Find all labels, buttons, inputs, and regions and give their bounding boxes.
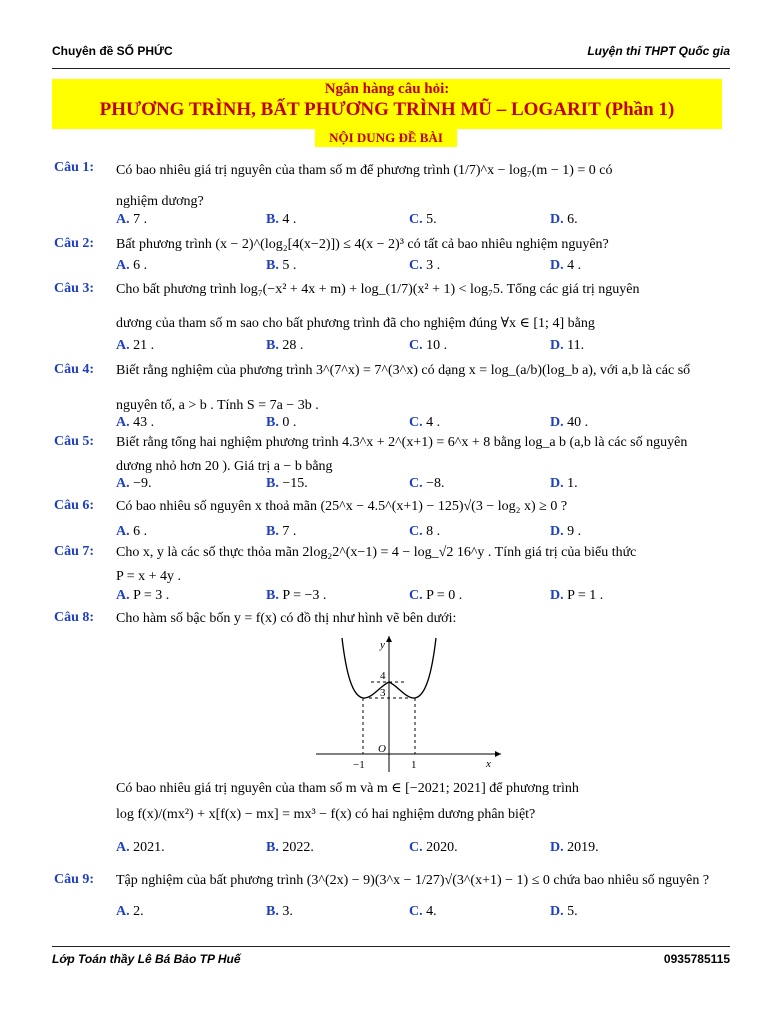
option-d[interactable]: D. 11. — [550, 338, 585, 353]
option-c[interactable]: C. 4 . — [409, 415, 441, 430]
option-d[interactable]: D. P = 1 . — [550, 588, 604, 603]
header-course: Luyện thi THPT Quốc gia — [587, 44, 730, 58]
option-c[interactable]: C. 5. — [409, 212, 437, 227]
answer-options — [116, 588, 724, 606]
footer-teacher: Lớp Toán thầy Lê Bá Bảo TP Huế — [52, 952, 241, 966]
question-text — [116, 434, 724, 476]
option-b[interactable]: B. 7 . — [266, 524, 297, 539]
option-a[interactable]: A. −9. — [116, 476, 152, 491]
header-topic: Chuyên đề SỐ PHỨC — [52, 44, 173, 58]
question-line: log f(x)/(mx²) + x[f(x) − mx] = mx³ − f(x) có hai nghiệm dương phân biệt? — [116, 807, 536, 822]
question-line: Có bao nhiêu số nguyên x thoả mãn (25^x − 4.5^(x+1) − 125)√(3 − log₂ x) ≥ 0 ? — [116, 499, 568, 514]
option-a[interactable]: A. 7 . — [116, 212, 148, 227]
option-b[interactable]: B. −15. — [266, 476, 308, 491]
answer-options — [116, 258, 724, 276]
option-d[interactable]: D. 1. — [550, 476, 578, 491]
tick-label-4: 4 — [380, 670, 386, 682]
tick-label-1: 1 — [411, 759, 417, 771]
question-label: Câu 5: — [54, 434, 95, 449]
origin-label: O — [378, 743, 386, 755]
option-b[interactable]: B. 3. — [266, 904, 293, 919]
option-c[interactable]: C. −8. — [409, 476, 445, 491]
question-line: Tập nghiệm của bất phương trình (3^(2x) − 9)(3^x − 1/27)√(3^(x+1) − 1) ≤ 0 chứa bao nhiêu số nguyên ? — [116, 873, 710, 888]
question-label: Câu 8: — [54, 610, 95, 625]
option-c[interactable]: C. 3 . — [409, 258, 441, 273]
banner-title: PHƯƠNG TRÌNH, BẤT PHƯƠNG TRÌNH MŨ – LOGARIT (Phần 1) — [99, 99, 675, 120]
option-a[interactable]: A. 2. — [116, 904, 144, 919]
question-line: nghiệm dương? — [116, 194, 204, 209]
footer-phone: 0935785115 — [663, 952, 730, 966]
answer-options — [116, 840, 724, 858]
option-a[interactable]: A. 21 . — [116, 338, 155, 353]
header-divider — [52, 68, 730, 69]
banner-subtitle: Ngân hàng câu hỏi: — [324, 81, 450, 97]
question-label: Câu 7: — [54, 544, 95, 559]
page-header — [52, 44, 730, 64]
y-axis-arrow — [386, 636, 392, 642]
question-line: Biết rằng nghiệm của phương trình 3^(7^x) = 7^(3^x) có dạng x = log_(a/b)(log_b a), với a,b là các số — [116, 363, 691, 378]
question-text-continued — [116, 780, 724, 824]
answer-options — [116, 338, 724, 356]
question-label: Câu 2: — [54, 236, 95, 251]
option-c[interactable]: C. 8 . — [409, 524, 441, 539]
question-line: Bất phương trình (x − 2)^(log₂[4(x−2)]) ≤ 4(x − 2)³ có tất cả bao nhiêu nghiệm nguyên? — [116, 237, 609, 252]
question-line: Có bao nhiêu giá trị nguyên của tham số m để phương trình (1/7)^x − log₇(m − 1) = 0 có — [116, 163, 613, 178]
question-text — [116, 610, 724, 628]
page-footer — [52, 952, 730, 972]
option-d[interactable]: D. 40 . — [550, 415, 589, 430]
question-line: Cho bất phương trình log₇(−x² + 4x + m) + log_(1/7)(x² + 1) < log₇5. Tổng các giá trị nguyên — [116, 282, 640, 297]
option-d[interactable]: D. 4 . — [550, 258, 582, 273]
question-label: Câu 1: — [54, 160, 95, 175]
question-line: dương nhỏ hơn 20 ). Giá trị a − b bằng — [116, 459, 333, 474]
question-text — [116, 544, 724, 586]
question-text — [116, 872, 724, 890]
title-banner — [52, 79, 722, 129]
option-b[interactable]: B. 0 . — [266, 415, 297, 430]
option-c[interactable]: C. 2020. — [409, 840, 458, 855]
option-d[interactable]: D. 5. — [550, 904, 578, 919]
option-b[interactable]: B. 5 . — [266, 258, 297, 273]
quartic-graph — [316, 632, 506, 772]
question-line: Có bao nhiêu giá trị nguyên của tham số m và m ∈ [−2021; 2021] để phương trình — [116, 781, 579, 796]
question-label: Câu 6: — [54, 498, 95, 513]
option-a[interactable]: A. 6 . — [116, 524, 148, 539]
tick-label-3: 3 — [380, 687, 386, 699]
y-axis-label: y — [380, 639, 385, 651]
option-a[interactable]: A. 43 . — [116, 415, 155, 430]
x-axis-label: x — [486, 758, 491, 770]
option-a[interactable]: A. P = 3 . — [116, 588, 170, 603]
option-d[interactable]: D. 2019. — [550, 840, 599, 855]
question-line: P = x + 4y . — [116, 569, 182, 584]
answer-options — [116, 415, 724, 433]
question-label: Câu 4: — [54, 362, 95, 377]
footer-divider — [52, 946, 730, 947]
option-c[interactable]: C. P = 0 . — [409, 588, 463, 603]
answer-options — [116, 904, 724, 922]
question-line: Biết rằng tổng hai nghiệm phương trình 4.3^x + 2^(x+1) = 6^x + 8 bằng log_a b (a,b là các số nguyên — [116, 435, 688, 450]
option-a[interactable]: A. 2021. — [116, 840, 165, 855]
question-line: dương của tham số m sao cho bất phương trình đã cho nghiệm đúng ∀x ∈ [1; 4] bằng — [116, 316, 595, 331]
option-c[interactable]: C. 4. — [409, 904, 437, 919]
answer-options — [116, 212, 724, 230]
question-line: Cho hàm số bậc bốn y = f(x) có đồ thị như hình vẽ bên dưới: — [116, 611, 457, 626]
option-b[interactable]: B. 28 . — [266, 338, 304, 353]
tick-label-neg1: −1 — [353, 759, 365, 771]
x-axis-arrow — [495, 751, 501, 757]
question-text — [116, 281, 724, 333]
option-c[interactable]: C. 10 . — [409, 338, 448, 353]
section-title: NỘI DUNG ĐỀ BÀI — [315, 129, 457, 147]
answer-options — [116, 524, 724, 542]
option-d[interactable]: D. 6. — [550, 212, 578, 227]
question-label: Câu 9: — [54, 872, 95, 887]
question-text — [116, 362, 724, 415]
question-line: Cho x, y là các số thực thỏa mãn 2log₂2^(x−1) = 4 − log_√2 16^y . Tính giá trị của biểu thức — [116, 545, 637, 560]
answer-options — [116, 476, 724, 494]
question-text — [116, 498, 724, 516]
question-text — [116, 236, 724, 254]
question-label: Câu 3: — [54, 281, 95, 296]
question-line: nguyên tố, a > b . Tính S = 7a − 3b . — [116, 398, 319, 413]
option-d[interactable]: D. 9 . — [550, 524, 582, 539]
option-b[interactable]: B. P = −3 . — [266, 588, 327, 603]
option-b[interactable]: B. 2022. — [266, 840, 314, 855]
option-b[interactable]: B. 4 . — [266, 212, 297, 227]
option-a[interactable]: A. 6 . — [116, 258, 148, 273]
question-text — [116, 160, 724, 211]
